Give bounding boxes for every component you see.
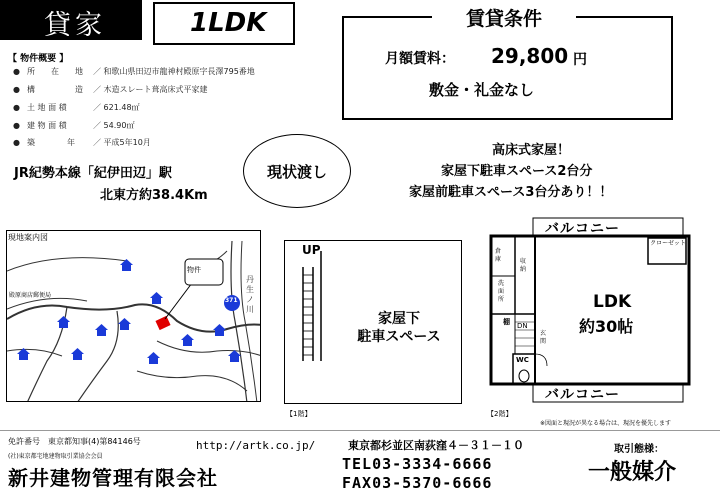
overview-label: 築 年 [27, 138, 75, 147]
shop-label: 殿原商店郵便局 [9, 292, 52, 299]
rental-conditions-box [342, 16, 673, 120]
status-text: 現状渡し [266, 163, 327, 181]
toilet-icon [519, 370, 529, 382]
stair-steps [303, 275, 313, 355]
overview-row-built-year [13, 137, 151, 148]
road [7, 258, 127, 271]
balcony-bottom-label: バルコニー [545, 387, 620, 403]
storage-room-label: 倉庫 [495, 248, 502, 263]
location-map [6, 230, 261, 402]
disclaimer-note: ※図面と現況が異なる場合は、現況を優先します [540, 420, 672, 427]
rental-conditions-title: 賃貸条件 [465, 8, 542, 30]
stairs [515, 314, 535, 354]
road [77, 311, 118, 402]
house-icon [181, 334, 194, 346]
floor1-label: 【1階】 [286, 410, 312, 418]
ldk-label: LDK [593, 292, 632, 312]
overview-row-location [13, 66, 255, 77]
footer-divider [0, 430, 720, 431]
house-icon [228, 350, 241, 362]
house-icon [118, 318, 131, 330]
road [137, 371, 247, 391]
license-number: 免許番号 東京都知事(4)第84146号 [8, 437, 141, 446]
house-icon [71, 348, 84, 360]
station-line: JR紀勢本線「紀伊田辺」駅 [14, 166, 172, 181]
closet-label: クローゼット [650, 240, 686, 247]
feature-1: 高床式家屋！ [492, 143, 571, 158]
map-drawing [7, 231, 261, 402]
road [157, 341, 261, 356]
company-name: 新井建物管理有限会社 [8, 466, 218, 490]
door-swing [535, 354, 547, 366]
deposit-info: 敷金・礼金なし [429, 81, 535, 99]
wc-label: WC [516, 356, 529, 364]
agency-type: 一般媒介 [588, 460, 677, 485]
house-icon [147, 352, 160, 364]
property-marker [155, 316, 170, 330]
company-address: 東京都杉並区南荻窪４－３１－１０ [348, 439, 524, 452]
overview-value: ／ 和歌山県田辺市龍神村殿原字長澤795番地 [93, 67, 255, 76]
parking-label-2: 駐車スペース [357, 329, 441, 345]
route-number: 371 [225, 297, 238, 304]
bullet-icon: ● [13, 138, 20, 147]
overview-label: 建 物 面 積 [27, 121, 67, 130]
overview-row-building-area [13, 120, 134, 131]
overview-label: 所 在 地 [27, 67, 83, 76]
overview-row-structure [13, 84, 208, 95]
storage2-label: 収納 [520, 258, 527, 273]
house-icon [95, 324, 108, 336]
overview-title: 【 物件概要 】 [8, 54, 69, 64]
rent-value: 29,800 [491, 44, 569, 68]
feature-3: 家屋前駐車スペース3台分あり！！ [409, 185, 613, 200]
up-label: UP [302, 243, 321, 257]
entrance-label: 玄関 [540, 330, 547, 345]
house-icon [150, 292, 163, 304]
overview-value: ／ 平成5年10月 [93, 138, 151, 147]
parking-label-1: 家屋下 [378, 311, 420, 327]
house-icon [57, 316, 70, 328]
bullet-icon: ● [13, 121, 20, 130]
station-distance: 北東方約38.4Km [100, 188, 208, 203]
rent-label: 月額賃料： [385, 51, 455, 67]
callout-line [165, 283, 192, 319]
bullet-icon: ● [13, 67, 20, 76]
shelf-label: 棚 [503, 318, 510, 326]
house-icon [213, 324, 226, 336]
association-member: (社)東京都宅地建物取引業協会会員 [8, 453, 103, 460]
overview-value: ／ 木造スレート葺高床式平家建 [93, 85, 208, 94]
laundry-label: 洗面所 [498, 280, 505, 303]
floor2-label: 【2階】 [487, 410, 513, 418]
overview-value: ／ 621.48㎡ [93, 103, 140, 112]
dn-label: DN [517, 322, 528, 330]
bullet-icon: ● [13, 103, 20, 112]
overview-row-land-area [13, 102, 140, 113]
bullet-icon: ● [13, 85, 20, 94]
rent-unit: 円 [573, 52, 587, 68]
overview-label: 土 地 面 積 [27, 103, 67, 112]
overview-value: ／ 54.90㎡ [93, 121, 135, 130]
feature-2: 家屋下駐車スペース2台分 [441, 164, 593, 179]
fax-number: FAX03-5370-6666 [342, 474, 493, 492]
company-url[interactable]: http://artk.co.jp/ [196, 439, 316, 452]
balcony-top-label: バルコニー [545, 221, 620, 237]
ldk-size: 約30帖 [579, 317, 634, 336]
map-title: 現地案内図 [8, 233, 48, 242]
property-category: 貸家 [44, 10, 106, 41]
layout-type: 1LDK [190, 8, 267, 38]
river-label: 丹生ノ川 [246, 275, 254, 314]
phone-number: TEL03-3334-6666 [342, 455, 493, 473]
agency-type-label: 取引態様： [614, 444, 664, 455]
overview-label: 構 造 [27, 85, 83, 94]
property-label: 物件 [187, 266, 201, 274]
